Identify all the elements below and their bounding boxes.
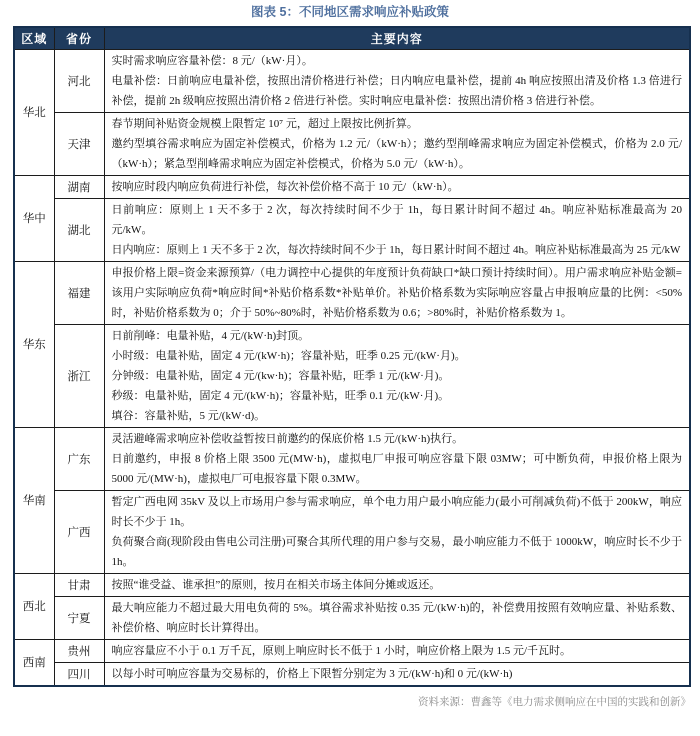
content-paragraph: 响应容量应不小于 0.1 万千瓦，原则上响应时长不低于 1 小时，响应价格上限为 1.5 元/千瓦时。 — [111, 644, 572, 657]
table-row — [14, 573, 690, 596]
region-cell: 华东 — [14, 261, 54, 427]
content-paragraph: 最大响应能力不超过最大用电负荷的 5%。填谷需求补贴按 0.35 元/(kW·h)的，补偿费用按照有效响应量、补贴系数、补偿价格、响应时长计算得出。 — [111, 601, 682, 634]
table-row — [14, 490, 690, 573]
region-cell: 华北 — [14, 49, 54, 175]
province-cell: 福建 — [54, 261, 104, 324]
content-paragraph: 以每小时可响应容量为交易标的，价格上下限暂分别定为 3 元/(kW·h)和 0 元/(kW·h) — [111, 667, 513, 680]
content-cell — [104, 175, 690, 198]
region-cell: 西北 — [14, 573, 54, 639]
content-paragraph: 小时级：电量补贴，固定 4 元/(kW·h)；容量补贴，旺季 0.25 元/(kW·月)。 — [111, 349, 466, 362]
table-row — [14, 662, 690, 686]
content-cell — [104, 198, 690, 261]
table-row — [14, 49, 690, 112]
content-paragraph: 灵活避峰需求响应补偿收益暂按日前邀约的保底价格 1.5 元/(kW·h)执行。 — [111, 432, 464, 445]
region-cell: 华南 — [14, 427, 54, 573]
content-paragraph: 春节期间补贴资金规模上限暂定 10⁷ 元，超过上限按比例折算。 — [111, 117, 418, 130]
province-cell: 四川 — [54, 662, 104, 686]
policy-table — [13, 26, 691, 687]
content-paragraph: 分钟级：电量补贴，固定 4 元/(kw·h)；容量补贴，旺季 1 元/(kW·月)。 — [111, 369, 450, 382]
content-cell — [104, 324, 690, 427]
figure-title: 图表 5：不同地区需求响应补贴政策 — [251, 5, 449, 19]
region-cell: 西南 — [14, 639, 54, 686]
province-cell: 河北 — [54, 49, 104, 112]
content-paragraph: 暂定广西电网 35kV 及以上市场用户参与需求响应，单个电力用户最小响应能力(最小可削减负荷)不低于 200kW，响应时长不少于 1h。 — [111, 495, 682, 528]
content-paragraph: 填谷：容量补贴，5 元/(kW·d)。 — [111, 409, 266, 422]
content-paragraph: 日前邀约，申报 8 价格上限 3500 元(MW·h)，虚拟电厂申报可响应容量下限 03MW；可中断负荷，申报价格上限为 5000 元/(MW·h)，虚拟电厂可电报容量下限 0.3MW。 — [111, 452, 682, 485]
table-header-row — [14, 27, 690, 49]
table-row — [14, 175, 690, 198]
content-cell — [104, 596, 690, 639]
content-paragraph: 日内响应：原则上 1 天不多于 2 次，每次持续时间不少于 1h，每日累计时间不超过 4h。响应补贴标准最高为 25 元/kW — [111, 243, 681, 256]
table-row — [14, 112, 690, 175]
content-cell — [104, 573, 690, 596]
content-cell — [104, 49, 690, 112]
content-cell — [104, 427, 690, 490]
content-paragraph: 日前响应：原则上 1 天不多于 2 次，每次持续时间不少于 1h，每日累计时间不超过 4h。响应补贴标准最高为 20 元/kW。 — [111, 203, 682, 236]
content-cell — [104, 662, 690, 686]
province-cell: 湖北 — [54, 198, 104, 261]
table-row — [14, 639, 690, 662]
content-paragraph: 按照“谁受益、谁承担”的原则，按月在相关市场主体间分摊或返还。 — [111, 578, 441, 591]
province-cell: 天津 — [54, 112, 104, 175]
content-paragraph: 邀约型填谷需求响应为固定补偿模式，价格为 1.2 元/（kW·h）；邀约型削峰需求响应为固定补偿模式，价格为 2.0 元/（kW·h）；紧急型削峰需求响应为固定补偿模式，价格为 5.0 元/（kW·h）。 — [111, 137, 682, 170]
content-cell — [104, 112, 690, 175]
content-paragraph: 实时需求响应容量补偿：8 元/（kW·月）。 — [111, 54, 313, 67]
table-body — [14, 49, 690, 686]
content-paragraph: 申报价格上限=资金来源预算/（电力调控中心提供的年度预计负荷缺口*缺口预计持续时间）。用户需求响应补贴金额=该用户实际响应负荷*响应时间*补贴价格系数*补贴单价。补贴价格系数为实际响应容量占申报响应量的比例：<50%时，补贴价格系数为 0；介于 50%~80%时，补贴价格系数为 0.6；>80%时，补贴价格系数为 1。 — [111, 266, 682, 319]
province-cell: 宁夏 — [54, 596, 104, 639]
table-row — [14, 596, 690, 639]
province-cell: 贵州 — [54, 639, 104, 662]
table-row — [14, 198, 690, 261]
content-paragraph: 秒级：电量补贴，固定 4 元/(kW·h)；容量补贴，旺季 0.1 元/(kW·月)。 — [111, 389, 450, 402]
province-cell: 广东 — [54, 427, 104, 490]
province-cell: 甘肃 — [54, 573, 104, 596]
header-cell-content: 主要内容 — [104, 27, 690, 49]
header-cell-province: 省份 — [54, 27, 104, 49]
content-paragraph: 按响应时段内响应负荷进行补偿，每次补偿价格不高于 10 元/（kW·h）。 — [111, 180, 459, 193]
province-cell: 浙江 — [54, 324, 104, 427]
source-note: 资料来源：曹鑫等《电力需求侧响应在中国的实践和创新》 — [418, 695, 691, 708]
province-cell: 湖南 — [54, 175, 104, 198]
table-row — [14, 261, 690, 324]
content-paragraph: 日前削峰：电量补贴，4 元/(kW·h)封顶。 — [111, 329, 310, 342]
region-cell: 华中 — [14, 175, 54, 261]
content-paragraph: 负荷聚合商(现阶段由售电公司注册)可聚合其所代理的用户参与交易，最小响应能力不低于 1000kW，响应时长不少于 1h。 — [111, 535, 682, 568]
content-cell — [104, 490, 690, 573]
table-row — [14, 427, 690, 490]
content-paragraph: 电量补偿：日前响应电量补偿，按照出清价格进行补偿；日内响应电量补偿，提前 4h 响应按照出清及价格 1.3 倍进行补偿，提前 2h 级响应按照出清价格 2 倍进行补偿。实时响应电量补偿：按照出清价格 3 倍进行补偿。 — [111, 74, 682, 107]
header-cell-region: 区域 — [14, 27, 54, 49]
table-row — [14, 324, 690, 427]
content-cell — [104, 639, 690, 662]
content-cell — [104, 261, 690, 324]
province-cell: 广西 — [54, 490, 104, 573]
